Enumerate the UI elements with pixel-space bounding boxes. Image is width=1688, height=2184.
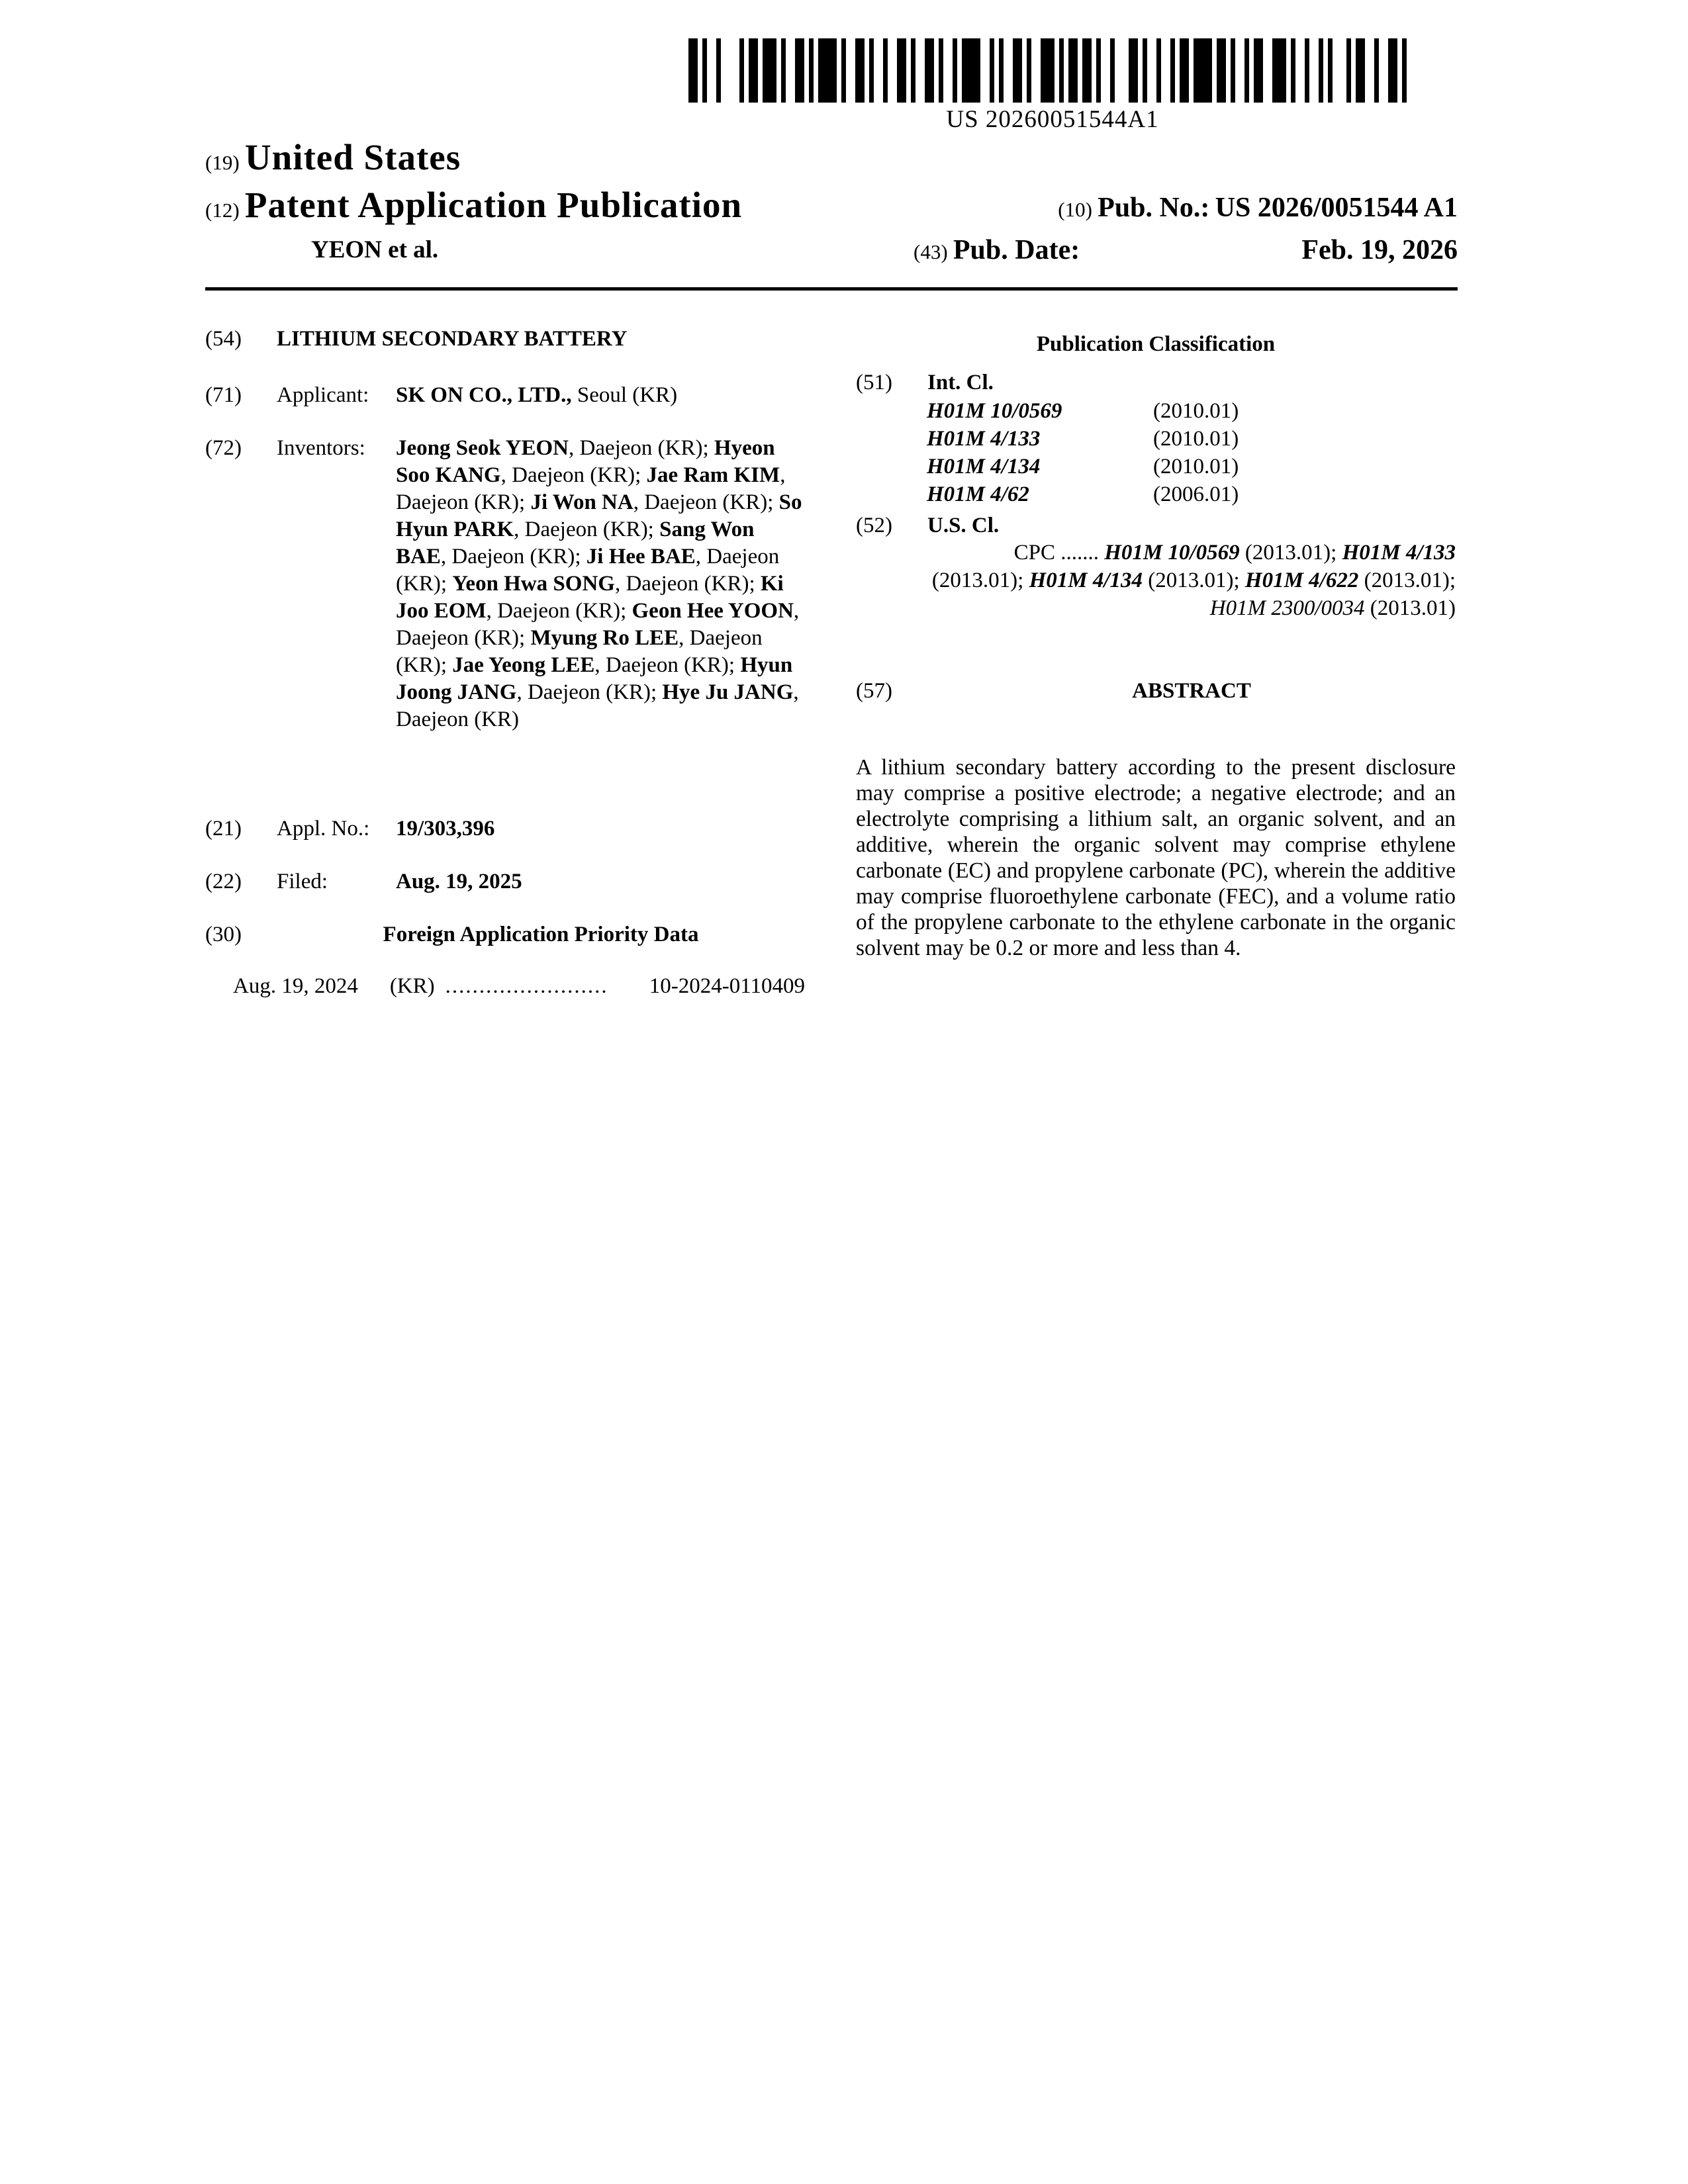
- int-cl-code: H01M 4/62: [927, 482, 1029, 506]
- barcode-bar: [999, 38, 1004, 103]
- barcode-bar: [781, 38, 786, 103]
- inventor-name: Jae Yeong LEE: [452, 653, 595, 677]
- barcode-space: [1351, 38, 1356, 103]
- barcode-bar: [702, 38, 707, 103]
- barcode-bar: [1082, 38, 1092, 103]
- filed-value: Aug. 19, 2025: [396, 870, 522, 893]
- authors: YEON et al.: [311, 236, 439, 263]
- inventor-location: , Daejeon (KR);: [396, 545, 780, 596]
- barcode-space: [1189, 38, 1194, 103]
- barcode-space: [1379, 38, 1388, 103]
- barcode-bar: [1027, 38, 1031, 103]
- cpc-year: (2013.01);: [931, 569, 1029, 592]
- barcode-space: [837, 38, 841, 103]
- barcode-bar: [1194, 38, 1212, 103]
- cpc-key: CPC: [1013, 541, 1055, 565]
- inventor-name: Ki Joo EOM: [396, 572, 784, 623]
- inventor-name: Hye Ju JANG: [662, 680, 794, 704]
- appl-no-value: 19/303,396: [396, 817, 495, 841]
- applicant-key: Applicant:: [277, 383, 369, 407]
- inventor-name: Jae Ram KIM: [646, 463, 780, 487]
- inventors-field-label: (72): [205, 436, 242, 460]
- inventor-name: Jeong Seok YEON: [396, 436, 569, 460]
- applicant-value: [396, 382, 805, 409]
- priority-date: Aug. 19, 2024: [233, 974, 358, 998]
- inventor-location: , Daejeon (KR): [396, 680, 799, 731]
- cpc-classification: [925, 539, 1456, 622]
- barcode-bar: [1254, 38, 1263, 103]
- priority-country: (KR): [389, 974, 435, 998]
- publication-kind: Patent Application Publication: [244, 185, 743, 225]
- inventor-location: , Daejeon (KR);: [516, 680, 663, 704]
- barcode-space: [943, 38, 953, 103]
- barcode-bar: [1402, 38, 1407, 103]
- barcode-space: [1295, 38, 1305, 103]
- cpc-year: (2013.01): [1364, 596, 1456, 620]
- barcode-space: [721, 38, 739, 103]
- barcode-space: [1055, 38, 1059, 103]
- cpc-code: H01M 4/134: [1029, 569, 1143, 592]
- int-cl-row: [927, 480, 1456, 508]
- pub-no-code-label: (10): [1058, 198, 1092, 221]
- appl-no-field: [205, 815, 805, 842]
- barcode-bar: [1374, 38, 1379, 103]
- int-cl-year: (2010.01): [1153, 455, 1239, 478]
- priority-field: [205, 921, 805, 948]
- inventor-location: , Daejeon (KR);: [633, 490, 779, 514]
- barcode-bar: [939, 38, 943, 103]
- barcode-bar: [1305, 38, 1309, 103]
- barcode-space: [1309, 38, 1319, 103]
- barcode-bar: [911, 38, 915, 103]
- cpc-year: (2013.01);: [1358, 569, 1456, 592]
- barcode-space: [1004, 38, 1013, 103]
- authors-line: [311, 236, 438, 264]
- barcode-bar: [841, 38, 846, 103]
- inventor-name: Hyun Joong JANG: [396, 653, 793, 704]
- barcode-bar: [716, 38, 721, 103]
- priority-title: Foreign Application Priority Data: [383, 923, 699, 946]
- inventor-location: , Daejeon (KR);: [396, 599, 800, 650]
- inventor-name: Yeon Hwa SONG: [452, 572, 615, 596]
- int-cl-table: [856, 397, 1456, 508]
- cpc-dot-leader: .......: [1055, 541, 1105, 565]
- applicant-name: SK ON CO., LTD.,: [396, 383, 572, 407]
- inventor-location: , Daejeon (KR);: [614, 572, 761, 596]
- barcode-space: [758, 38, 763, 103]
- barcode-space: [1365, 38, 1374, 103]
- barcode-bar: [1231, 38, 1235, 103]
- barcode-bar: [1319, 38, 1323, 103]
- barcode-space: [698, 38, 702, 103]
- cpc-year: (2013.01);: [1143, 569, 1245, 592]
- int-cl-year: (2010.01): [1153, 427, 1239, 451]
- pub-no-value: US 2026/0051544 A1: [1215, 193, 1458, 223]
- barcode-space: [888, 38, 897, 103]
- appl-no-key: Appl. No.:: [277, 817, 370, 841]
- barcode-space: [1226, 38, 1231, 103]
- int-cl-row: [927, 397, 1456, 425]
- int-cl-field-label: (51): [856, 371, 892, 394]
- filed-field: [205, 868, 805, 895]
- document-header: [205, 136, 1458, 275]
- barcode-bar: [1068, 38, 1078, 103]
- barcode-bar: [1180, 38, 1189, 103]
- barcode-bar: [1013, 38, 1022, 103]
- barcode-space: [1064, 38, 1068, 103]
- inventor-location: , Daejeon (KR);: [396, 626, 763, 677]
- barcode-space: [1407, 38, 1416, 103]
- barcode-space: [846, 38, 855, 103]
- inventor-location: , Daejeon (KR);: [440, 545, 586, 569]
- barcode-space: [1101, 38, 1110, 103]
- int-cl-row: [927, 453, 1456, 480]
- abstract-text: A lithium secondary battery according to the present disclosure may comprise a positive electrode; a negative electrode; and an electrolyte comprising a lithium salt, an organic solvent, and an additive, wherein the organic solvent may comprise ethylene carbonate (EC) and propylene carbonate (PC), wherein the additive may comprise fluoroethylene carbonate (FEC), and a volume ratio of the propylene carbonate to the ethylene carbonate in the organic solvent may be 0.2 or more and less than 4.: [856, 755, 1456, 960]
- barcode-bar: [855, 38, 865, 103]
- barcode-bar: [1388, 38, 1397, 103]
- inventors-field: [205, 435, 805, 733]
- barcode-bar: [1356, 38, 1365, 103]
- inventor-name: So Hyun PARK: [396, 490, 802, 541]
- barcode-bar: [953, 38, 957, 103]
- priority-dot-leader: ........................: [445, 974, 608, 998]
- abstract-heading: ABSTRACT: [1132, 679, 1251, 703]
- barcode-space: [1235, 38, 1244, 103]
- inventor-location: , Daejeon (KR);: [594, 653, 741, 677]
- inventor-location: , Daejeon (KR);: [396, 463, 786, 514]
- pub-date-line: [914, 234, 1458, 266]
- barcode: [688, 38, 1417, 134]
- barcode-space: [1286, 38, 1291, 103]
- barcode-space: [915, 38, 925, 103]
- barcode-bar: [688, 38, 698, 103]
- barcode-space: [994, 38, 999, 103]
- inventor-location: , Daejeon (KR);: [486, 599, 632, 623]
- country-name: United States: [244, 137, 461, 177]
- barcode-space: [906, 38, 911, 103]
- barcode-space: [980, 38, 990, 103]
- barcode-space: [1092, 38, 1096, 103]
- header-divider-rule: [205, 287, 1458, 291]
- barcode-bar: [925, 38, 934, 103]
- barcode-bar: [1244, 38, 1249, 103]
- barcode-space: [1397, 38, 1402, 103]
- inventor-name: Ji Won NA: [530, 490, 633, 514]
- barcode-bar: [1110, 38, 1115, 103]
- barcode-space: [1022, 38, 1027, 103]
- int-cl-year: (2010.01): [1153, 399, 1239, 423]
- title-field: [205, 326, 805, 353]
- barcode-bar: [869, 38, 874, 103]
- country-line: [205, 136, 461, 178]
- barcode-space: [1263, 38, 1272, 103]
- int-cl-year: (2006.01): [1153, 482, 1239, 506]
- filed-key: Filed:: [277, 870, 328, 893]
- barcode-bar: [763, 38, 776, 103]
- applicant-field: [205, 382, 805, 409]
- abstract-heading-row: [856, 678, 1456, 705]
- barcode-space: [874, 38, 883, 103]
- barcode-bar: [1041, 38, 1055, 103]
- barcode-space: [957, 38, 962, 103]
- barcode-bar: [1129, 38, 1138, 103]
- priority-field-label: (30): [205, 923, 242, 946]
- barcode-bar: [1272, 38, 1286, 103]
- applicant-field-label: (71): [205, 383, 242, 407]
- barcode-bar: [1217, 38, 1226, 103]
- inventors-key: Inventors:: [277, 436, 365, 460]
- invention-title: LITHIUM SECONDARY BATTERY: [277, 327, 628, 351]
- barcode-space: [804, 38, 809, 103]
- barcode-bar: [809, 38, 814, 103]
- inventor-location: , Daejeon (KR);: [514, 518, 660, 541]
- int-cl-row: [927, 425, 1456, 453]
- barcode-bar: [749, 38, 758, 103]
- barcode-space: [865, 38, 869, 103]
- barcode-bar: [1170, 38, 1175, 103]
- int-cl-field: [856, 369, 1456, 396]
- us-cl-field-label: (52): [856, 514, 892, 537]
- barcode-bar: [818, 38, 837, 103]
- barcode-space: [1147, 38, 1156, 103]
- cpc-code: H01M 10/0569: [1104, 541, 1240, 565]
- cpc-code: H01M 4/622: [1244, 569, 1359, 592]
- inventor-name: Geon Hee YOON: [632, 599, 794, 623]
- barcode-bar: [1346, 38, 1351, 103]
- barcode-bar: [1328, 38, 1333, 103]
- us-cl-key: U.S. Cl.: [927, 514, 1000, 537]
- inventor-name: Sang Won BAE: [396, 518, 755, 569]
- int-cl-code: H01M 4/134: [927, 455, 1041, 478]
- barcode-bar: [1143, 38, 1147, 103]
- pub-date-code-label: (43): [914, 240, 948, 263]
- inventor-name: Myung Ro LEE: [530, 626, 679, 650]
- us-cl-field: [856, 512, 1456, 539]
- barcode-bar: [1096, 38, 1101, 103]
- barcode-text: US 20260051544A1: [946, 106, 1159, 133]
- barcode-space: [1333, 38, 1346, 103]
- publication-kind-line: [205, 184, 742, 226]
- barcode-space: [776, 38, 781, 103]
- pub-number-line: [1058, 192, 1458, 224]
- inventor-location: , Daejeon (KR);: [568, 436, 714, 460]
- barcode-bar: [1059, 38, 1064, 103]
- barcode-space: [1115, 38, 1129, 103]
- barcode-space: [1249, 38, 1254, 103]
- applicant-location: Seoul (KR): [571, 383, 678, 407]
- barcode-space: [707, 38, 716, 103]
- barcode-space: [1078, 38, 1082, 103]
- inventor-name: Hyeon Soo KANG: [396, 436, 775, 487]
- pub-date-key: Pub. Date:: [953, 235, 1080, 265]
- priority-entry: [205, 973, 805, 1000]
- cpc-year: (2013.01);: [1239, 541, 1342, 565]
- barcode-space: [814, 38, 818, 103]
- kind-code-label: (12): [205, 199, 240, 222]
- barcode-space: [744, 38, 749, 103]
- int-cl-key: Int. Cl.: [927, 371, 994, 394]
- inventor-location: , Daejeon (KR);: [500, 463, 647, 487]
- title-field-label: (54): [205, 327, 242, 351]
- int-cl-code: H01M 4/133: [927, 427, 1041, 451]
- classification-heading: Publication Classification: [1036, 332, 1276, 356]
- barcode-space: [1212, 38, 1217, 103]
- barcode-space: [1031, 38, 1041, 103]
- barcode-bar: [795, 38, 804, 103]
- abstract-field-label: (57): [856, 679, 892, 703]
- barcode-bar: [1156, 38, 1161, 103]
- pub-date-value: Feb. 19, 2026: [1301, 235, 1458, 265]
- barcode-bar: [897, 38, 906, 103]
- barcode-space: [1138, 38, 1143, 103]
- barcode-space: [934, 38, 939, 103]
- barcode-bar: [962, 38, 980, 103]
- appl-no-field-label: (21): [205, 817, 242, 841]
- barcode-bar: [990, 38, 994, 103]
- int-cl-code: H01M 10/0569: [927, 399, 1062, 423]
- barcode-space: [1161, 38, 1170, 103]
- cpc-indexing-code: H01M 2300/0034: [1209, 596, 1365, 620]
- barcode-bar: [739, 38, 744, 103]
- barcode-space: [1323, 38, 1328, 103]
- pub-no-key: Pub. No.:: [1098, 193, 1210, 223]
- inventor-name: Ji Hee BAE: [586, 545, 696, 569]
- barcode-space: [786, 38, 795, 103]
- country-code-label: (19): [205, 151, 240, 174]
- cpc-code: H01M 4/133: [1342, 541, 1456, 565]
- inventors-list: [396, 435, 805, 733]
- filed-field-label: (22): [205, 870, 242, 893]
- barcode-bars: [688, 38, 1417, 103]
- barcode-bar: [883, 38, 888, 103]
- priority-number: 10-2024-0110409: [649, 974, 805, 998]
- barcode-space: [1175, 38, 1180, 103]
- barcode-bar: [1291, 38, 1295, 103]
